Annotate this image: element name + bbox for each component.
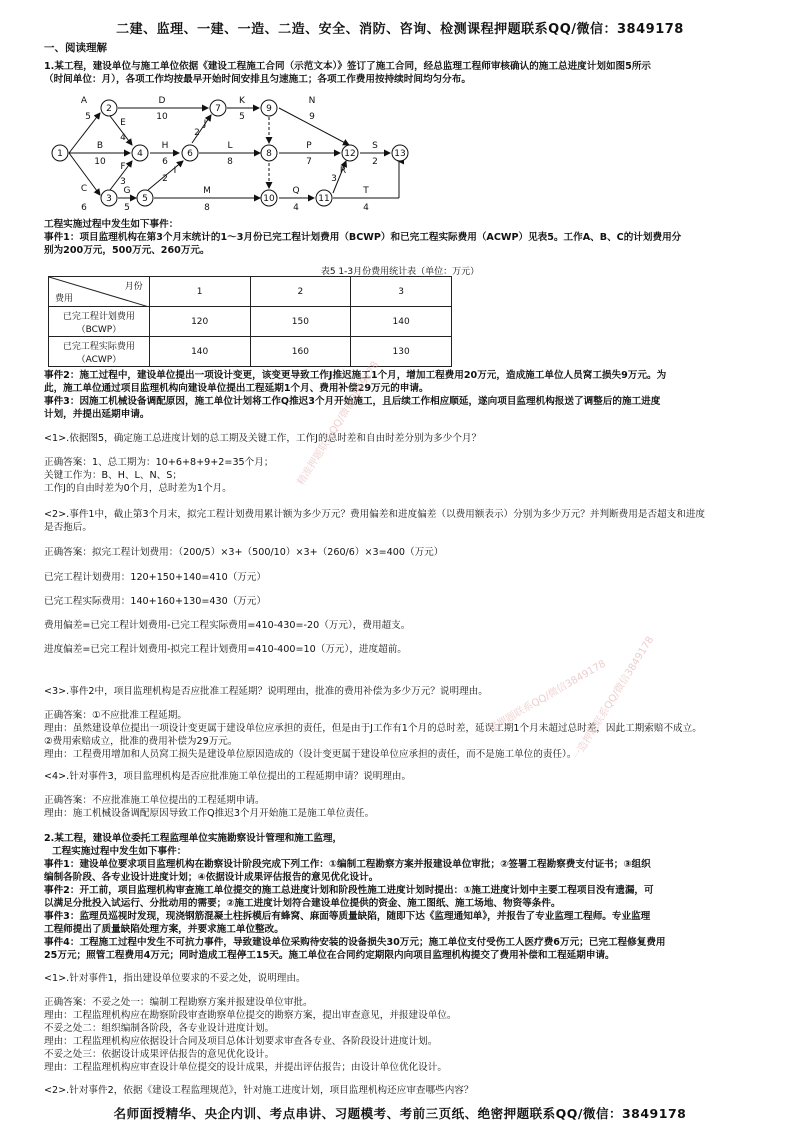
activity-label: S [372,141,378,151]
row-label [49,337,150,367]
node-4: 4 [137,149,143,159]
answer-line: 理由：施工机械设备调配原因导致工作Q推迟3个月开始施工是施工单位责任。 [44,808,375,819]
node-8: 8 [266,149,272,159]
q2-event3-line-1: 事件3：监理员巡视时发现，现浇钢筋混凝土柱拆模后有蜂窝、麻面等质量缺陷，随即下达《监理通知单》，并报告了专业监理工程师。专业监理 [44,911,651,922]
answer-line: 关键工作为：B、H、L、N、S； [44,470,182,481]
event3-line-1: 事件3：因施工机械设备调配原因，施工单位计划将工作Q推迟3个月开始施工，且后续工作相应顺延，遂向项目监理机构报送了调整后的施工进度 [44,396,661,407]
activity-label: C [80,184,88,194]
answer-line: 理由：工程费用增加和人员窝工损失是建设单位原因造成的（设计变更属于建设单位应承担的责任，而不是施工单位的责任）。 [44,749,577,760]
answer-line: 不妥之处二：组织编制各阶段，各专业设计进度计划。 [44,1023,275,1034]
event1-line-2: 别为200万元，500万元、260万元。 [44,245,210,256]
q2-event4-line-2: 25万元；照管工程费用4万元；同时造成工程停工15天。施工单位在合同约定期限内向项目监理机构提交了费用补偿和工程延期申请。 [44,950,615,961]
answer-line: 工作J的自由时差为0个月，总时差为1个月。 [44,483,232,494]
event2-line-1: 事件2：施工过程中，建设单位提出一项设计变更，该变更导致工作J推迟施工1个月，增加工程费用20万元，造成施工单位人员窝工损失9万元。为 [44,370,667,381]
answer-line: 正确答案：①不应批准工程延期。 [44,710,187,721]
row-label-line-1: 已完工程实际费用 [62,341,135,352]
table-cell: 160 [250,337,351,367]
activity-label: D [158,96,166,106]
activity-label: G [123,186,131,196]
activity-label: N [308,96,316,106]
network-diagram [44,95,424,213]
footer-banner: 名师面授精华、央企内训、考点串讲、习题模考、考前三页纸、绝密押题联系QQ/微信：3849178 [113,1106,687,1121]
activity-label: T [363,186,369,196]
q2-event2-line-2: 以满足分批投入试运行、分批动用的需要；②施工进度计划符合建设单位提供的资金、施工图纸、施工场地、物资等条件。 [44,898,561,909]
node-1: 1 [57,149,63,159]
question-2-2: <2>.针对事件2，依据《建设工程监理规范》，针对施工进度计划，项目监理机构还应审查哪些内容？ [44,1085,474,1096]
corner-month-label: 月份 [124,282,143,292]
watermark: 一造押题联系QQ/微信3849178 [570,634,657,763]
event3-line-2: 计划，并提出延期申请。 [44,409,150,420]
table-cell: 140 [351,307,452,337]
node-2: 2 [106,104,112,114]
answer-line: 不妥之处三：依据设计成果评估报告的意见优化设计。 [44,1049,275,1060]
event1-line-1: 事件1：项目监理机构在第3个月末统计的1～3月份已完工程计划费用（BCWP）和已完工程实际费用（ACWP）见表5。工作A、B、C的计划费用分 [44,232,682,243]
activity-duration: 9 [309,112,315,122]
question-2-1: <1>.针对事件1，指出建设单位要求的不妥之处，说明理由。 [44,973,306,984]
row-label-line-1: 已完工程计划费用 [62,311,135,322]
activity-duration: 7 [306,157,312,167]
answer-line: 理由：工程监理机构应在勘察阶段审查勘察单位提交的勘察方案，提出审查意见，并报建设单位。 [44,1010,457,1021]
watermark: 一建押题联系QQ/微信3849178 [477,658,608,740]
activity-label: B [96,141,104,151]
activity-label: F [120,162,126,172]
corner-cost-label: 费用 [55,294,74,304]
activity-label: M [203,186,211,196]
node-3: 3 [106,194,112,204]
table-cell: 150 [250,307,351,337]
node-9: 9 [266,104,272,114]
activity-duration: 2 [372,157,378,167]
row-label-line-2: （BCWP） [76,324,122,335]
answer-line: 理由：虽然建设单位提出一项设计变更属于建设单位应承担的责任，但是由于J工作有1个月的总时差，延误工期1个月未超过总时差，因此工期索赔不成立。 [44,723,702,734]
table-caption: 表5 1-3月份费用统计表（单位：万元） [320,267,480,277]
node-7: 7 [215,104,221,114]
q2-intro-line-2: 工程实施过程中发生如下事件： [52,846,187,857]
section-title: 一、阅读理解 [44,42,107,54]
question-1-2-line-2: 是否拖后。 [44,522,92,533]
month-header: 3 [351,277,452,307]
node-12: 12 [344,149,356,159]
answer-line: 正确答案：拟完工程计划费用：（200/5）×3+（500/10）×3+（260/6）×3=400（万元） [44,547,444,558]
q1-intro-line-1: 1.某工程，建设单位与施工单位依据《建设工程施工合同（示范文本）》签订了施工合同，经总监理工程师审核确认的施工总进度计划如图5所示 [44,61,652,72]
activity-duration: 4 [363,203,369,213]
q2-intro-line-1: 2.某工程，建设单位委托工程监理单位实施勘察设计管理和施工监理， [44,833,343,844]
node-13: 13 [394,149,406,159]
activity-duration: 6 [81,203,87,213]
q1-intro-line-2: （时间单位：月），各项工作均按最早开始时间安排且匀速施工；各项工作费用按持续时间均匀分布。 [44,74,471,85]
activity-duration: 10 [156,112,168,122]
row-label [49,307,150,337]
activity-duration: 6 [162,157,168,167]
activity-duration: 5 [85,112,91,122]
activity-duration: 2 [162,174,168,184]
node-10: 10 [263,194,275,204]
cost-table [48,276,452,367]
watermark: 精准押题联系QQ/微信3849178 [295,359,382,488]
activity-label: J [203,119,207,129]
activity-duration: 10 [94,157,106,167]
answer-line: 正确答案：1、总工期为：10+6+8+9+2=35个月； [44,457,274,468]
answer-line: 已完工程计划费用：120+150+140=410（万元） [44,572,267,583]
row-label-line-2: （ACWP） [76,354,122,365]
activity-duration: 5 [239,112,245,122]
activity-label: I [173,166,177,176]
question-1-3: <3>.事件2中，项目监理机构是否应批准工程延期？说明理由，批准的费用补偿为多少万元？说明理由。 [44,686,488,697]
month-header: 2 [250,277,351,307]
question-1-4: <4>.针对事件3，项目监理机构是否应批准施工单位提出的工程延期申请？说明理由。 [44,771,412,782]
activity-duration: 4 [293,203,299,213]
q2-event3-line-2: 工程师提出了质量缺陷处理方案，并要求施工单位整改。 [44,924,284,935]
activity-label: P [306,141,312,151]
activity-duration: 2 [194,128,200,138]
answer-line: ②费用索赔成立，批准的费用补偿为29万元。 [44,736,238,747]
node-6: 6 [187,149,193,159]
answer-line: 已完工程实际费用：140+160+130=430（万元） [44,596,267,607]
activity-label: A [80,96,88,106]
answer-line: 进度偏差=已完工程计划费用-拟完工程计划费用=410-400=10（万元），进度超前。 [44,644,407,655]
question-1-2-line-1: <2>.事件1中，截止第3个月末，拟完工程计划费用累计额为多少万元？费用偏差和进度偏差（以费用额表示）分别为多少万元？并判断费用是否超支和进度 [44,509,706,520]
events-title: 工程实施过程中发生如下事件： [44,219,179,230]
answer-line: 理由：工程监理机构应审查设计单位提交的设计成果，并提出评估报告；由设计单位优化设计。 [44,1062,447,1073]
activity-duration: 4 [120,133,126,143]
activity-duration: 3 [120,177,126,187]
q2-event4-line-1: 事件4：工程施工过程中发生不可抗力事件，导致建设单位采购待安装的设备损失30万元；施工单位支付受伤工人医疗费6万元；已完工程修复费用 [44,937,666,948]
question-1-1: <1>.依据图5，确定施工总进度计划的总工期及关键工作，工作J的总时差和自由时差分别为多少个月？ [44,433,482,444]
activity-label: K [239,96,245,106]
activity-duration: 8 [204,203,210,213]
event2-line-2: 此，施工单位通过项目监理机构向建设单位提出工程延期1个月、费用补偿29万元的申请。 [44,383,429,394]
month-header: 1 [149,277,250,307]
q2-event1-line-1: 事件1：建设单位要求项目监理机构在勘察设计阶段完成下列工作：①编制工程勘察方案并报建设单位审批；②签署工程勘察费支付证书；③组织 [44,859,651,870]
activity-duration: 8 [227,157,233,167]
activity-label: E [120,118,126,128]
answer-line: 理由：工程监理机构应依据设计合同及项目总体计划要求审查各专业、各阶段设计进度计划。 [44,1036,438,1047]
table-cell: 130 [351,337,452,367]
activity-label: R [339,166,347,176]
answer-line: 正确答案：不应批准施工单位提出的工程延期申请。 [44,795,265,806]
activity-label: Q [292,186,300,196]
table-cell: 140 [149,337,250,367]
header-banner: 二建、监理、一建、一造、二造、安全、消防、咨询、检测课程押题联系QQ/微信：3849178 [116,22,684,37]
activity-duration: 3 [331,174,337,184]
answer-line: 费用偏差=已完工程计划费用-已完工程实际费用=410-430=-20（万元），费用超支。 [44,620,411,631]
activity-duration: 5 [124,203,130,213]
activity-label: H [161,141,169,151]
node-11: 11 [318,194,330,204]
activity-label: L [227,141,233,151]
node-5: 5 [142,194,148,204]
q2-event1-line-2: 编制各阶段、各专业设计进度计划；④依据设计成果评估报告的意见优化设计。 [44,872,379,883]
table-corner-cell [49,277,150,307]
table-cell: 120 [149,307,250,337]
answer-line: 正确答案：不妥之处一：编制工程勘察方案并报建设单位审批。 [44,997,313,1008]
q2-event2-line-1: 事件2：开工前，项目监理机构审查施工单位提交的施工总进度计划和阶段性施工进度计划时提出：①施工进度计划中主要工程项目没有遗漏，可 [44,885,654,896]
